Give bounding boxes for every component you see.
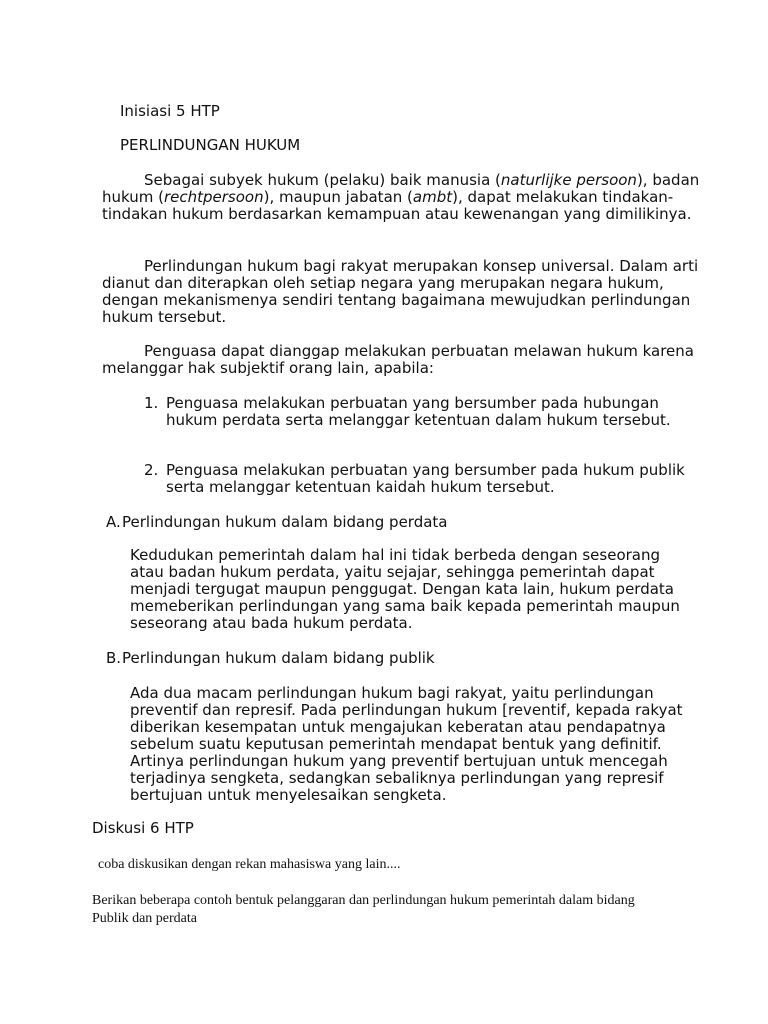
diskusi-title: Diskusi 6 HTP bbox=[92, 819, 194, 837]
p1-term-naturlijke: naturlijke persoon bbox=[500, 171, 637, 189]
diskusi-question: Berikan beberapa contoh bentuk pelanggaran dan perlindungan hukum pemerintah dalam bidang Publik dan perdata bbox=[92, 893, 635, 926]
document-title: Inisiasi 5 HTP bbox=[120, 102, 220, 120]
paragraph-subject-text bbox=[102, 172, 702, 223]
paragraph-penguasa bbox=[102, 343, 702, 377]
section-b-letter: B. bbox=[106, 649, 122, 667]
list-item-text: Penguasa melakukan perbuatan yang bersumber pada hubungan hukum perdata serta melanggar ketentuan dalam hukum tersebut. bbox=[166, 394, 671, 429]
list-item-number: 2. bbox=[144, 461, 159, 479]
p1-part-a: Sebagai subyek hukum (pelaku) baik manusia ( bbox=[144, 171, 501, 189]
paragraph-subject bbox=[102, 172, 702, 223]
p1-term-rechtpersoon: rechtpersoon bbox=[163, 188, 264, 206]
list-item bbox=[144, 462, 704, 496]
paragraph-universal-text: Perlindungan hukum bagi rakyat merupakan konsep universal. Dalam arti dianut dan diterapkan oleh setiap negara yang merupakan negara hukum, dengan mekanismenya sendiri tentang bagaimana mewujudkan perlindungan hukum tersebut. bbox=[102, 257, 699, 326]
section-a-letter: A. bbox=[106, 513, 121, 531]
section-a-heading bbox=[106, 514, 448, 531]
p1-part-e: ), maupun jabatan ( bbox=[263, 188, 413, 206]
section-b-heading bbox=[106, 650, 435, 667]
diskusi-note: coba diskusikan dengan rekan mahasiswa yang lain.... bbox=[98, 857, 401, 872]
section-a-title: Perlindungan hukum dalam bidang perdata bbox=[122, 513, 448, 531]
paragraph-universal bbox=[102, 258, 702, 326]
document-subtitle: PERLINDUNGAN HUKUM bbox=[120, 136, 301, 154]
list-item-number: 1. bbox=[144, 394, 159, 412]
paragraph-penguasa-text: Penguasa dapat dianggap melakukan perbuatan melawan hukum karena melanggar hak subjektif orang lain, apabila: bbox=[102, 342, 694, 377]
section-a-body: Kedudukan pemerintah dalam hal ini tidak berbeda dengan seseorang atau badan hukum perdata, yaitu sejajar, sehingga pemerintah dapat menjadi tergugat maupun penggugat. Dengan kata lain, hukum perdata memeberikan perlindungan yang sama baik kepada pemerintah maupun seseorang atau bada hukum perdata. bbox=[130, 546, 680, 632]
p1-part-c: ), badan hukum ( bbox=[102, 171, 700, 206]
list-item-text: Penguasa melakukan perbuatan yang bersumber pada hukum publik serta melanggar ketentuan kaidah hukum tersebut. bbox=[166, 461, 685, 496]
section-b-title: Perlindungan hukum dalam bidang publik bbox=[122, 649, 435, 667]
p1-part-g: ), dapat melakukan tindakan-tindakan hukum berdasarkan kemampuan atau kewenangan yang dimilikinya. bbox=[102, 188, 692, 223]
p1-term-ambt: ambt bbox=[412, 188, 453, 206]
list-item bbox=[144, 395, 704, 429]
section-b-body: Ada dua macam perlindungan hukum bagi rakyat, yaitu perlindungan preventif dan represif. Pada perlindungan hukum [reventif, kepada rakyat diberikan kesempatan untuk mengajukan keberatan atau pendapatnya sebelum suatu keputusan pemerintah mendapat bentuk yang definitif. Artinya perlindungan hukum yang preventif bertujuan untuk mencegah terjadinya sengketa, sedangkan sebaliknya perlindungan yang represif bertujuan untuk menyelesaikan sengketa. bbox=[130, 684, 683, 804]
